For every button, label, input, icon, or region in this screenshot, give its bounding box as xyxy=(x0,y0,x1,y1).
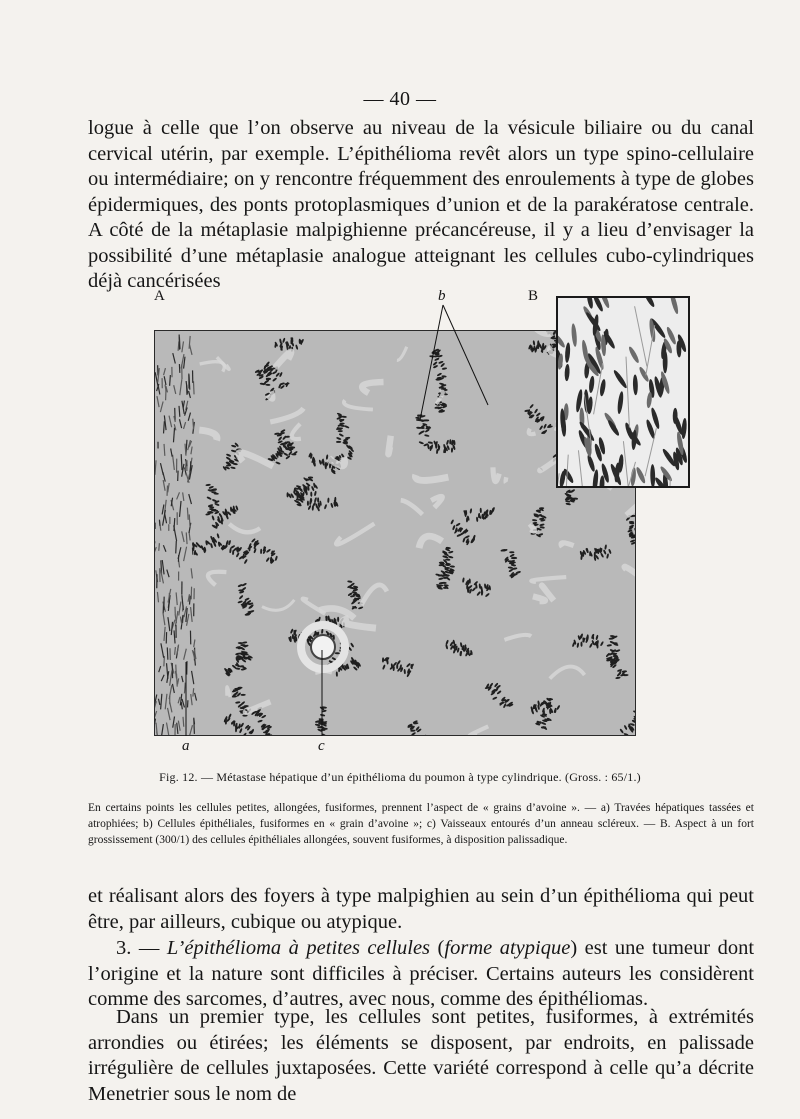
bottom-paragraph-3-text: Dans un premier type, les cellules sont petites, fusiformes, à extrémités arrondies ou étirées; les éléments se disposent, par endroits, en palissade irrégulière de cellules juxtaposées. Cette variété correspond à celle qu’a décrite Menetrier sous le nom de xyxy=(88,1006,754,1105)
bottom-paragraph-1: et réalisant alors des foyers à type malpighien au sein d’un épithélioma qui peut être, par ailleurs, cubique ou atypique. xyxy=(88,885,754,933)
figure-label-a: a xyxy=(182,738,190,754)
high-magnification-inset xyxy=(556,296,690,488)
figure-caption-body: En certains points les cellules petites, allongées, fusiformes, prennent l’aspect de « grains d’avoine ». — a) Travées hépatiques tassées et atrophiées; b) Cellules épithéliales, fusiformes en « grain d’avoine »; c) Vaisseaux entourés d’un anneau scléreux. — B. Aspect à un fort grossissement (300/1) des cellules épithéliales allongées, souvent fusiformes, à disposition palissadique. xyxy=(88,802,754,846)
figure-label-B: B xyxy=(528,288,539,304)
section-form: forme atypique xyxy=(444,937,571,959)
top-paragraph: logue à celle que l’on observe au niveau de la vésicule biliaire ou du canal cervical utérin, par exemple. L’épithélioma revêt alors un type spino-cellulaire ou intermédiaire; on y rencontre fréquemment des enroulements à type de globes épidermiques, des ponts protoplasmiques d’union et de la parakératose centrale. A côté de la métaplasie malpighienne précancéreuse, il y a lieu d’envisager la possibilité d’une métaplasie analogue atteignant les cellules cubo-cylindriques déjà cancérisées xyxy=(88,117,754,292)
page-number: — 40 — xyxy=(363,88,437,110)
figure-caption-title: Fig. 12. — Métastase hépatique d’un épithélioma du poumon à type cylindrique. (Gross. : 65/1.) xyxy=(159,770,641,784)
figure-label-c: c xyxy=(318,738,325,754)
section-title: L’épithélioma à petites cellules xyxy=(166,937,431,959)
palisade-cells-illustration xyxy=(558,298,688,486)
section-number: 3. — xyxy=(116,937,160,959)
bottom-paragraph-3 xyxy=(88,1005,754,1107)
figure-label-A: A xyxy=(154,288,165,304)
section-text: est une tumeur dont l’origine et la nature sont difficiles à préciser. Certains auteurs les considèrent comme des sarcomes, d’autres, avec nous, comme des épithéliomas. xyxy=(88,937,755,1010)
section-paragraph: 3. — L’épithélioma à petites cellules (forme atypique) est une tumeur dont l’origine et la nature sont difficiles à préciser. Certains auteurs les considèrent comme des sarcomes, d’autres, avec nous, comme des épithéliomas. xyxy=(88,937,755,1010)
figure-label-b: b xyxy=(438,288,446,304)
